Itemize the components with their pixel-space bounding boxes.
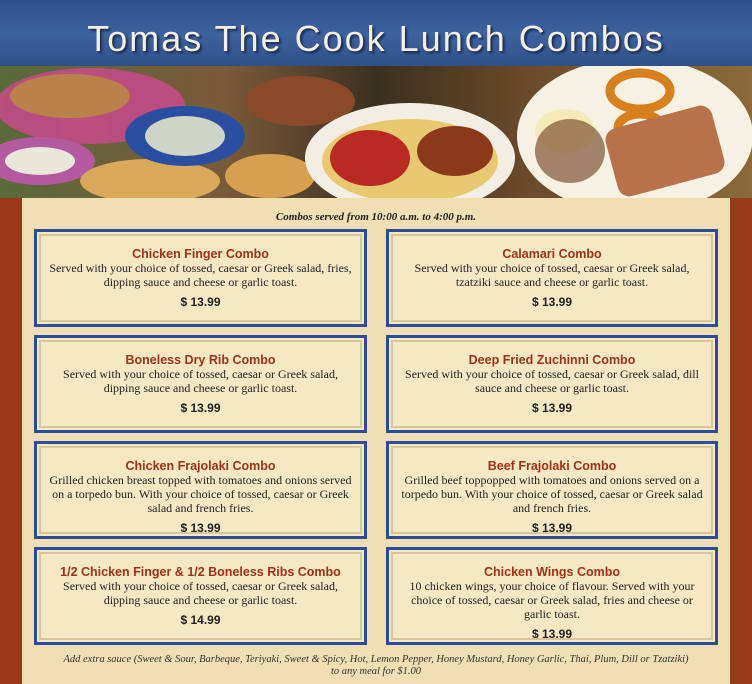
combo-card-beef-frajolaki bbox=[386, 441, 718, 539]
extra-sauce-note: Add extra sauce (Sweet & Sour, Barbeque, Teriyaki, Sweet & Spicy, Hot, Lemon Pepper, Honey Mustard, Honey Garlic, Thai, Plum, Dill or Tzatziki) to any meal for $1.00 bbox=[63, 654, 689, 677]
combo-description: 10 chicken wings, your choice of flavour. Served with your choice of tossed, caesar or Greek salad, fries and cheese or garlic toast. bbox=[409, 579, 695, 621]
serving-hours: Combos served from 10:00 a.m. to 4:00 p.m. bbox=[275, 211, 477, 223]
combo-description: Grilled chicken breast topped with tomatoes and onions served on a torpedo bun. With your choice of tossed, caesar or Greek salad and french fries. bbox=[49, 473, 352, 515]
combo-price: $ 13.99 bbox=[180, 401, 221, 415]
combo-name: Chicken Frajolaki Combo bbox=[125, 459, 276, 473]
combo-price: $ 13.99 bbox=[531, 627, 573, 641]
right-border-strip bbox=[730, 198, 752, 684]
combo-name: Calamari Combo bbox=[502, 247, 602, 261]
combo-card-deep-fried-zuchinni bbox=[386, 335, 718, 433]
combo-name: Boneless Dry Rib Combo bbox=[125, 353, 276, 367]
combo-card-boneless-dry-rib bbox=[34, 335, 367, 433]
food-photo-illustration bbox=[0, 66, 752, 200]
combo-price: $ 13.99 bbox=[180, 295, 221, 309]
combo-name: Beef Frajolaki Combo bbox=[487, 459, 617, 473]
left-border-strip bbox=[0, 198, 22, 684]
combo-card-calamari bbox=[386, 229, 718, 327]
combo-description: Served with your choice of tossed, caesar or Greek salad, dipping sauce and cheese or garlic toast. bbox=[63, 367, 338, 395]
combo-description: Served with your choice of tossed, caesar or Greek salad, fries, dipping sauce and cheese or garlic toast. bbox=[49, 261, 352, 289]
combo-card-chicken-frajolaki bbox=[34, 441, 367, 539]
combo-name: 1/2 Chicken Finger & 1/2 Boneless Ribs Combo bbox=[60, 565, 341, 579]
combo-price: $ 13.99 bbox=[531, 521, 573, 535]
page-title: Tomas The Cook Lunch Combos bbox=[87, 18, 665, 59]
combo-card-half-chicken-finger-half-boneless-ribs bbox=[34, 547, 367, 645]
combo-description: Served with your choice of tossed, caesar or Greek salad, tzatziki sauce and cheese or garlic toast. bbox=[414, 261, 690, 289]
combo-description: Grilled beef toppopped with tomatoes and onions served on a torpedo bun. With your choice of tossed, caesar or Greek salad and french fries. bbox=[401, 473, 703, 515]
combo-card-chicken-finger bbox=[34, 229, 367, 327]
combo-card-chicken-wings bbox=[386, 547, 718, 645]
combo-price: $ 13.99 bbox=[531, 401, 573, 415]
food-photo-strip bbox=[0, 66, 752, 200]
combo-description: Served with your choice of tossed, caesar or Greek salad, dill sauce and cheese or garlic toast. bbox=[405, 367, 699, 395]
combo-price: $ 13.99 bbox=[531, 295, 573, 309]
combo-price: $ 13.99 bbox=[180, 521, 221, 535]
combo-name: Chicken Finger Combo bbox=[132, 247, 269, 261]
combo-price: $ 14.99 bbox=[180, 613, 221, 627]
combo-description: Served with your choice of tossed, caesar or Greek salad, dipping sauce and cheese or garlic toast. bbox=[63, 579, 338, 607]
combo-name: Chicken Wings Combo bbox=[483, 565, 620, 579]
combo-name: Deep Fried Zuchinni Combo bbox=[468, 353, 636, 367]
